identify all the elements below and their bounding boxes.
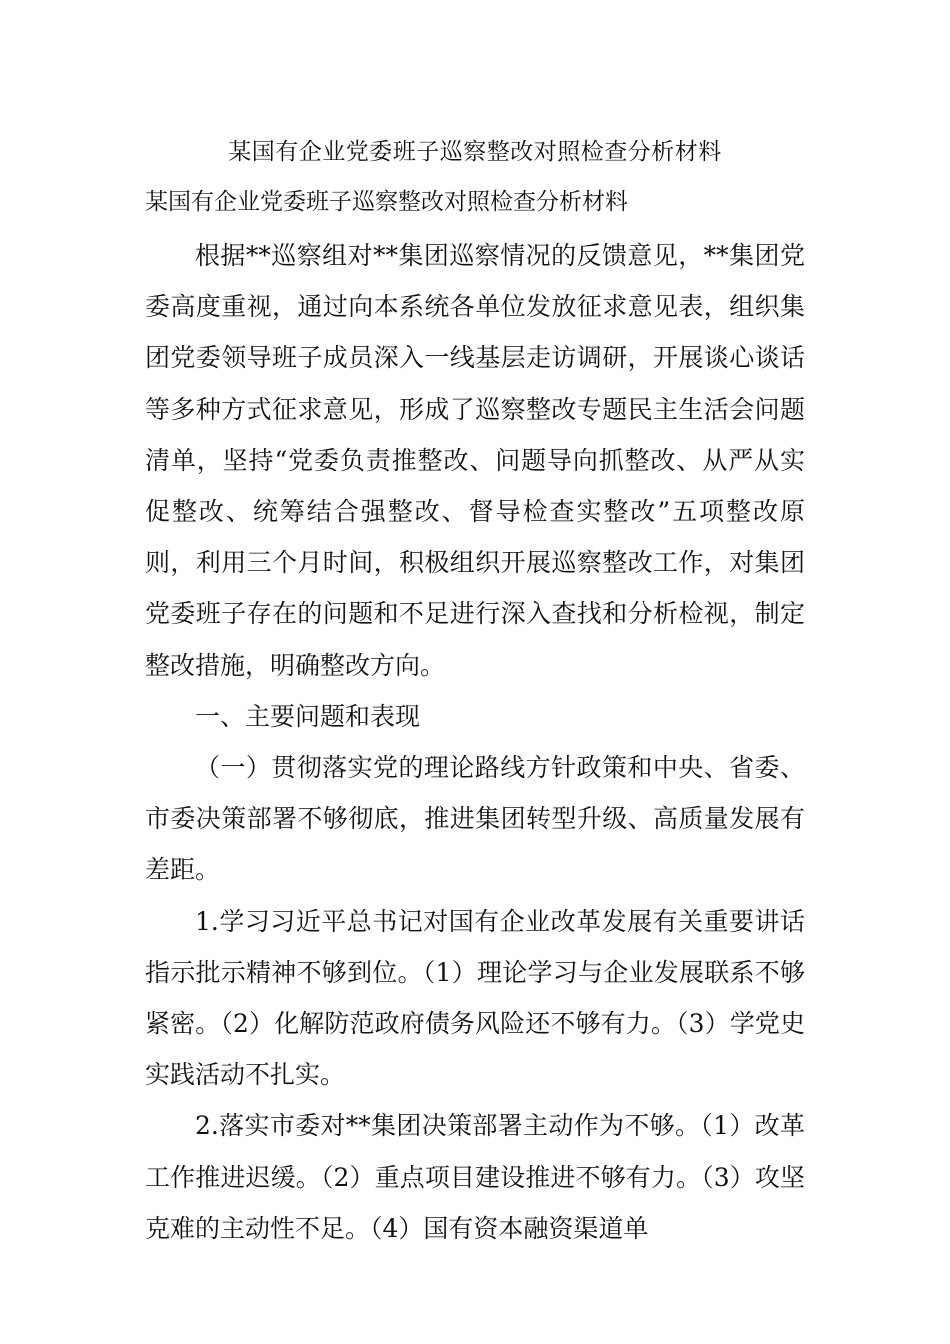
intro-paragraph: 根据**巡察组对**集团巡察情况的反馈意见，**集团党委高度重视，通过向本系统各单位发放征求意见表，组织集团党委领导班子成员深入一线基层走访调研，开展谈心谈话等多种方式征求意见，形成了巡察整改专题民主生活会问题清单，坚持“党委负责推整改、问题导向抓整改、从严从实促整改、统筹结合强整改、督导检查实整改”五项整改原则，利用三个月时间，积极组织开展巡察整改工作，对集团党委班子存在的问题和不足进行深入查找和分析检视，制定整改措施，明确整改方向。	[145, 241, 805, 680]
subsection-heading: （一）贯彻落实党的理论路线方针政策和中央、省委、市委决策部署不够彻底，推进集团转型升级、高质量发展有差距。	[145, 753, 805, 885]
section-heading: 一、主要问题和表现	[195, 701, 421, 731]
item-paragraph: 2.落实市委对**集团决策部署主动作为不够。（1）改革工作推进迟缓。（2）重点项目建设推进不够有力。（3）攻坚克难的主动性不足。（4）国有资本融资渠道单	[145, 1111, 805, 1243]
item-paragraph: 1.学习习近平总书记对国有企业改革发展有关重要讲话指示批示精神不够到位。（1）理论学习与企业发展联系不够紧密。（2）化解防范政府债务风险还不够有力。（3）学党史实践活动不扎实。	[145, 906, 805, 1090]
document-title: 某国有企业党委班子巡察整改对照检查分析材料	[228, 139, 722, 165]
document-subtitle: 某国有企业党委班子巡察整改对照检查分析材料	[145, 189, 628, 215]
document-body	[145, 230, 805, 1254]
